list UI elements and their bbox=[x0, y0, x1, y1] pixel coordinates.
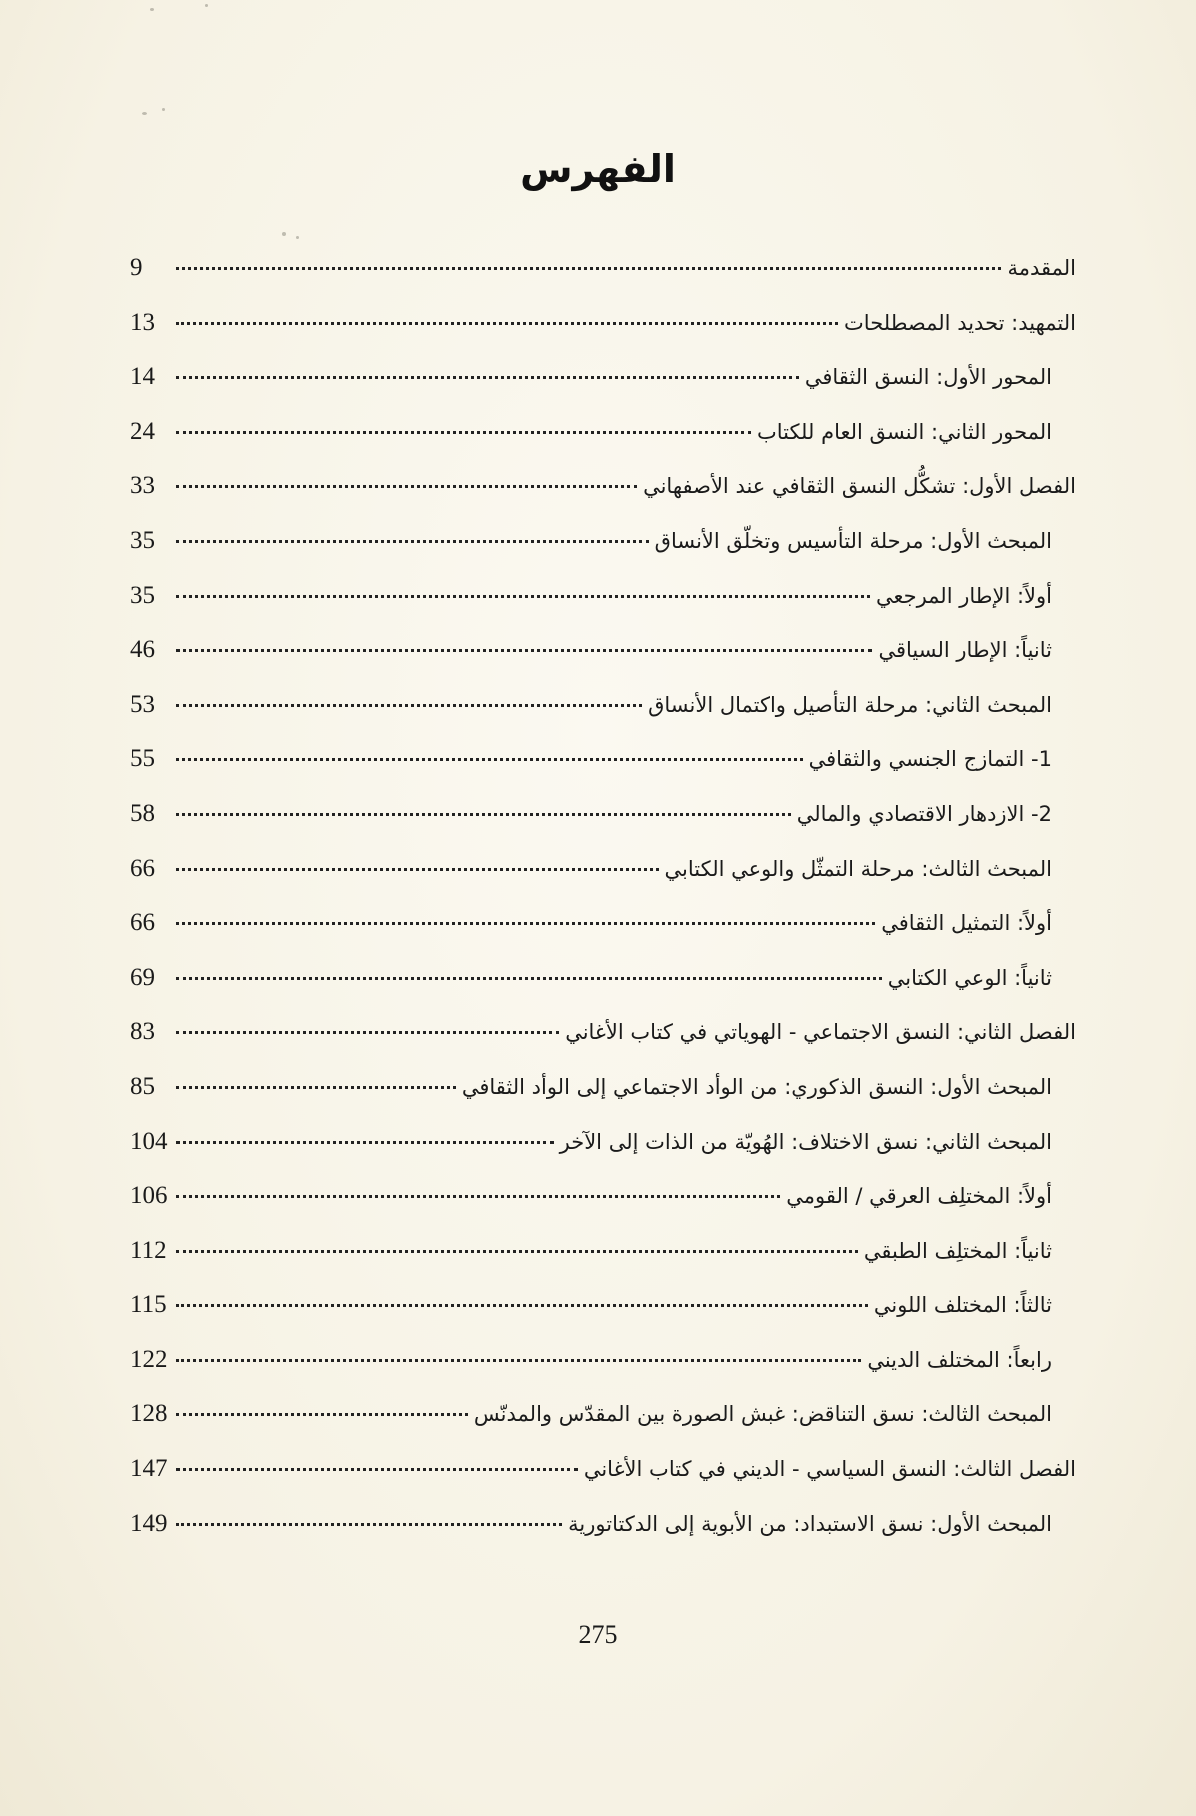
toc-entry-title: ثالثاً: المختلف اللوني bbox=[873, 1293, 1052, 1318]
toc-entry-page: 149 bbox=[130, 1509, 168, 1537]
dot-leader bbox=[176, 1413, 468, 1416]
toc-entry bbox=[130, 964, 1076, 1019]
toc-entry bbox=[130, 1237, 1076, 1292]
toc-entry-title: المبحث الثالث: نسق التناقض: غبش الصورة بين المقدّس والمدنّس bbox=[473, 1402, 1052, 1427]
toc-entry-page: 83 bbox=[130, 1018, 155, 1046]
toc-entry-page: 46 bbox=[130, 636, 155, 664]
toc-entry-title: المقدمة bbox=[1007, 256, 1076, 280]
toc-entry bbox=[130, 309, 1076, 364]
toc-entry-page: 55 bbox=[130, 745, 155, 773]
paper-speck bbox=[162, 108, 165, 111]
toc-entry bbox=[130, 636, 1076, 691]
toc-entry-title: المبحث الثاني: نسق الاختلاف: الهُويّة من الذات إلى الآخر bbox=[559, 1129, 1052, 1154]
dot-leader bbox=[176, 1468, 578, 1471]
toc-entry bbox=[130, 1346, 1076, 1401]
dot-leader bbox=[176, 431, 751, 434]
toc-entry-page: 35 bbox=[130, 526, 155, 554]
toc-entry bbox=[130, 1455, 1076, 1510]
toc-entry bbox=[130, 582, 1076, 637]
toc-entry bbox=[130, 855, 1076, 910]
table-of-contents bbox=[130, 254, 1076, 1564]
toc-entry-page: 106 bbox=[130, 1182, 168, 1210]
dot-leader bbox=[176, 485, 637, 488]
paper-speck bbox=[296, 236, 299, 239]
dot-leader bbox=[176, 1195, 780, 1198]
toc-entry bbox=[130, 418, 1076, 473]
toc-entry bbox=[130, 1400, 1076, 1455]
dot-leader bbox=[176, 922, 875, 925]
toc-entry bbox=[130, 909, 1076, 964]
toc-entry-page: 104 bbox=[130, 1127, 168, 1155]
toc-entry-title: أولاً: التمثيل الثقافي bbox=[881, 911, 1052, 936]
toc-entry-title: أولاً: الإطار المرجعي bbox=[875, 583, 1052, 608]
toc-entry-title: المبحث الثالث: مرحلة التمثّل والوعي الكتابي bbox=[664, 856, 1052, 881]
toc-entry bbox=[130, 1073, 1076, 1128]
paper-speck bbox=[205, 4, 208, 7]
toc-entry-title: المبحث الأول: مرحلة التأسيس وتخلّق الأنساق bbox=[654, 528, 1052, 553]
dot-leader bbox=[176, 540, 649, 543]
toc-entry-page: 13 bbox=[130, 308, 155, 336]
toc-entry-title: رابعاً: المختلف الديني bbox=[867, 1347, 1052, 1372]
dot-leader bbox=[176, 704, 642, 707]
dot-leader bbox=[176, 1523, 562, 1526]
dot-leader bbox=[176, 1031, 559, 1034]
dot-leader bbox=[176, 1359, 861, 1362]
toc-entry bbox=[130, 363, 1076, 418]
toc-entry-title: 2- الازدهار الاقتصادي والمالي bbox=[796, 801, 1052, 826]
dot-leader bbox=[176, 267, 1001, 270]
toc-entry-page: 53 bbox=[130, 690, 155, 718]
toc-entry bbox=[130, 1018, 1076, 1073]
dot-leader bbox=[176, 649, 872, 652]
toc-entry bbox=[130, 472, 1076, 527]
page-number: 275 bbox=[578, 1620, 618, 1649]
paper-speck bbox=[150, 8, 154, 11]
toc-entry-page: 128 bbox=[130, 1400, 168, 1428]
dot-leader bbox=[176, 1250, 858, 1253]
toc-entry-title: ثانياً: المختلِف الطبقي bbox=[863, 1238, 1052, 1263]
toc-entry-title: المبحث الأول: النسق الذكوري: من الوأد الاجتماعي إلى الوأد الثقافي bbox=[461, 1074, 1052, 1099]
toc-entry bbox=[130, 800, 1076, 855]
toc-entry-title: الفصل الثاني: النسق الاجتماعي - الهوياتي في كتاب الأغاني bbox=[565, 1020, 1076, 1045]
toc-entry bbox=[130, 527, 1076, 582]
toc-entry-page: 122 bbox=[130, 1345, 168, 1373]
toc-entry-page: 66 bbox=[130, 854, 155, 882]
dot-leader bbox=[176, 758, 803, 761]
toc-entry-title: الفصل الأول: تشكُّل النسق الثقافي عند الأصفهاني bbox=[643, 474, 1076, 499]
page-title: الفهرس bbox=[520, 147, 676, 192]
toc-entry-title: أولاً: المختلِف العرقي / القومي bbox=[786, 1184, 1052, 1209]
toc-entry-title: المبحث الأول: نسق الاستبداد: من الأبوية إلى الدكتاتورية bbox=[568, 1511, 1052, 1536]
paper-speck bbox=[282, 232, 286, 236]
toc-entry bbox=[130, 1182, 1076, 1237]
toc-entry bbox=[130, 745, 1076, 800]
toc-entry-page: 85 bbox=[130, 1072, 155, 1100]
toc-entry bbox=[130, 1510, 1076, 1565]
toc-entry-title: الفصل الثالث: النسق السياسي - الديني في كتاب الأغاني bbox=[583, 1457, 1076, 1482]
toc-entry bbox=[130, 691, 1076, 746]
toc-entry bbox=[130, 1128, 1076, 1183]
dot-leader bbox=[176, 1086, 456, 1089]
dot-leader bbox=[176, 376, 799, 379]
toc-entry-title: المحور الثاني: النسق العام للكتاب bbox=[756, 419, 1052, 444]
toc-entry-page: 9 bbox=[130, 254, 143, 281]
toc-entry-page: 112 bbox=[130, 1236, 167, 1264]
toc-entry-title: ثانياً: الإطار السياقي bbox=[878, 638, 1052, 663]
dot-leader bbox=[176, 595, 870, 598]
toc-entry-title: ثانياً: الوعي الكتابي bbox=[887, 965, 1052, 990]
toc-entry-page: 58 bbox=[130, 799, 155, 827]
toc-entry-page: 147 bbox=[130, 1455, 168, 1483]
toc-entry-page: 69 bbox=[130, 963, 155, 991]
toc-entry-page: 115 bbox=[130, 1291, 167, 1319]
toc-entry-page: 66 bbox=[130, 909, 155, 937]
toc-entry-title: المحور الأول: النسق الثقافي bbox=[804, 365, 1052, 390]
toc-entry bbox=[130, 1291, 1076, 1346]
toc-entry-title: 1- التمازج الجنسي والثقافي bbox=[808, 747, 1052, 772]
toc-entry-page: 14 bbox=[130, 363, 155, 391]
paper-speck bbox=[142, 112, 147, 115]
dot-leader bbox=[176, 322, 838, 325]
dot-leader bbox=[176, 1141, 554, 1144]
toc-entry-page: 33 bbox=[130, 472, 155, 500]
dot-leader bbox=[176, 1304, 868, 1307]
dot-leader bbox=[176, 813, 791, 816]
toc-entry-title: المبحث الثاني: مرحلة التأصيل واكتمال الأنساق bbox=[648, 692, 1052, 717]
toc-entry bbox=[130, 254, 1076, 309]
dot-leader bbox=[176, 977, 882, 980]
toc-entry-page: 24 bbox=[130, 417, 155, 445]
toc-entry-page: 35 bbox=[130, 581, 155, 609]
dot-leader bbox=[176, 868, 659, 871]
toc-entry-title: التمهيد: تحديد المصطلحات bbox=[844, 310, 1076, 335]
